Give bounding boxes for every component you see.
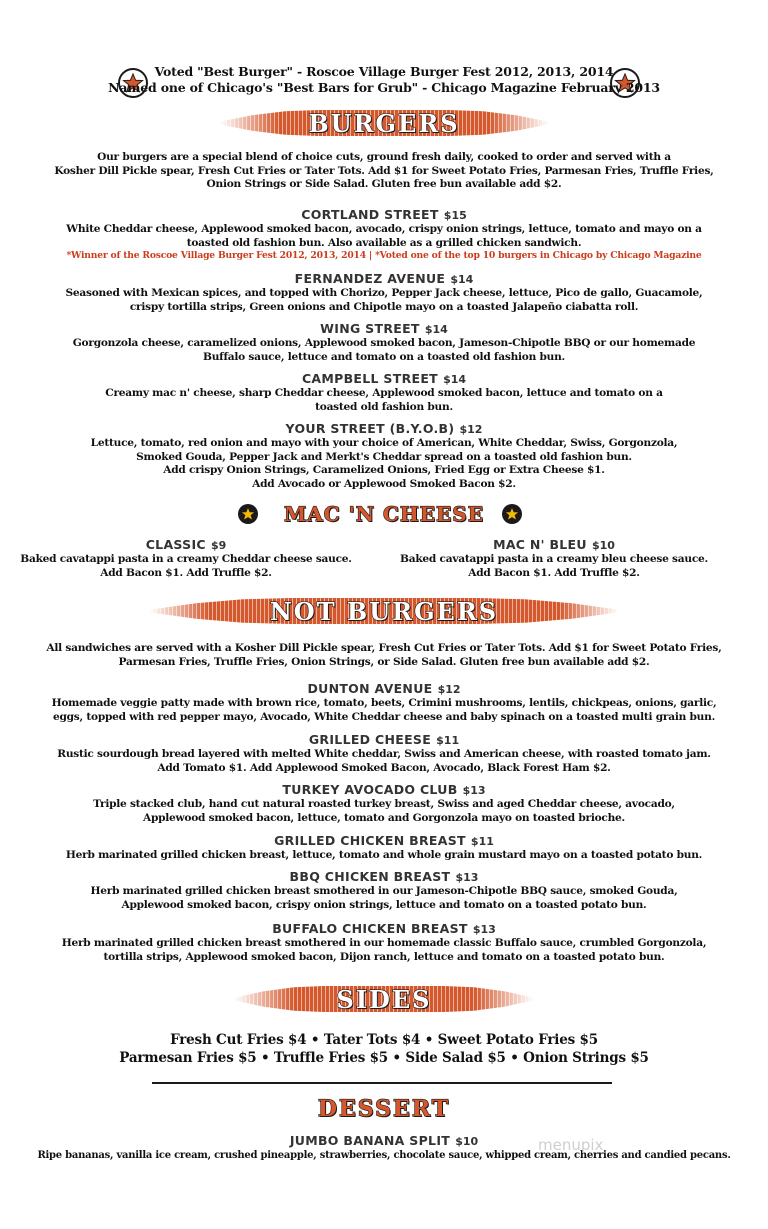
item-name: YOUR STREET (B.Y.O.B) xyxy=(285,421,455,436)
item-name: CORTLAND STREET xyxy=(301,207,439,222)
item-name: MAC N' BLEU xyxy=(493,537,587,552)
awards-intro xyxy=(0,64,768,96)
section-title-sides: SIDES xyxy=(336,984,432,1014)
item-price: $14 xyxy=(443,373,467,386)
item-name: GRILLED CHEESE xyxy=(308,732,432,747)
award-line-1: Voted "Best Burger" - Roscoe Village Burger Fest 2012, 2013, 2014 xyxy=(154,64,614,79)
sides-line-2: Parmesan Fries $5 • Truffle Fries $5 • Side Salad $5 • Onion Strings $5 xyxy=(119,1050,649,1066)
sides-line-1: Fresh Cut Fries $4 • Tater Tots $4 • Sweet Potato Fries $5 xyxy=(170,1032,598,1048)
item-price: $12 xyxy=(437,683,461,696)
item-price: $13 xyxy=(472,923,496,936)
item-name: GRILLED CHICKEN BREAST xyxy=(274,833,466,848)
item-name: JUMBO BANANA SPLIT xyxy=(289,1133,451,1148)
sides-list xyxy=(40,1031,728,1067)
section-banner-mac xyxy=(0,495,768,533)
section-banner-burgers xyxy=(0,104,768,142)
menu-item-classic: CLASSIC $9 Baked cavatappi pasta in a creamy Cheddar cheese sauce. Add Bacon $1. Add Truffle $2. xyxy=(20,537,352,579)
award-line-2: Named one of Chicago's "Best Bars for Grub" - Chicago Magazine February 2013 xyxy=(108,80,660,95)
menu-item-dunton-avenue: DUNTON AVENUE $12 Homemade veggie patty made with brown rice, tomato, beets, Crimini mushrooms, lentils, chickpeas, onions, garlic, eggs, topped with red pepper mayo, Avocado, White Cheddar cheese and baby spinach on a toasted multi grain bun. xyxy=(51,681,717,723)
menu-item-mac-n-bleu: MAC N' BLEU $10 Baked cavatappi pasta in a creamy bleu cheese sauce. Add Bacon $1. Add Truffle $2. xyxy=(400,537,708,579)
item-price: $13 xyxy=(462,784,486,797)
menu-item-campbell-street: CAMPBELL STREET $14 Creamy mac n' cheese, sharp Cheddar cheese, Applewood smoked bacon, lettuce and tomato on a toasted old fashion bun. xyxy=(105,371,663,413)
item-price: $15 xyxy=(443,209,467,222)
section-title-burgers: BURGERS xyxy=(308,108,460,138)
menu-item-jumbo-banana-split: JUMBO BANANA SPLIT $10 Ripe bananas, vanilla ice cream, crushed pineapple, strawberries, chocolate sauce, whipped cream, cherries and candied pecans. xyxy=(37,1133,731,1161)
item-price: $10 xyxy=(591,539,615,552)
section-title-not-burgers: NOT BURGERS xyxy=(269,596,499,626)
item-price: $11 xyxy=(436,734,460,747)
item-price: $10 xyxy=(455,1135,479,1148)
section-title-mac: MAC 'N CHEESE xyxy=(284,502,484,526)
watermark: menupix xyxy=(538,1136,604,1154)
menu-item-grilled-chicken-breast: GRILLED CHICKEN BREAST $11 Herb marinated grilled chicken breast, lettuce, tomato and whole grain mustard mayo on a toasted potato bun. xyxy=(65,833,703,861)
item-name: CLASSIC xyxy=(145,537,206,552)
menu-item-turkey-avocado-club: TURKEY AVOCADO CLUB $13 Triple stacked club, hand cut natural roasted turkey breast, Swiss and aged Cheddar cheese, avocado, Applewood smoked bacon, lettuce, tomato and Gorgonzola mayo on toasted brioche. xyxy=(93,782,675,824)
item-price: $12 xyxy=(459,423,483,436)
item-name: FERNANDEZ AVENUE xyxy=(294,271,446,286)
item-name: BBQ CHICKEN BREAST xyxy=(289,869,451,884)
item-name: WING STREET xyxy=(320,321,420,336)
item-price: $9 xyxy=(210,539,227,552)
item-price: $14 xyxy=(424,323,448,336)
item-name: TURKEY AVOCADO CLUB xyxy=(282,782,458,797)
menu-item-wing-street: WING STREET $14 Gorgonzola cheese, caramelized onions, Applewood smoked bacon, Jameson-Chipotle BBQ or our homemade Buffalo sauce, lettuce and tomato on a toasted old fashion bun. xyxy=(72,321,696,363)
section-banner-sides xyxy=(0,980,768,1018)
not-burgers-description: All sandwiches are served with a Kosher Dill Pickle spear, Fresh Cut Fries or Tater Tots. Add $1 for Sweet Potato Fries, Parmesan Fries, Truffle Fries, Onion Strings, or Side Salad. Gluten free bun available add $2. xyxy=(46,642,722,668)
item-name: DUNTON AVENUE xyxy=(307,681,433,696)
item-price: $14 xyxy=(450,273,474,286)
menu-item-your-street: YOUR STREET (B.Y.O.B) $12 Lettuce, tomato, red onion and mayo with your choice of American, White Cheddar, Swiss, Gorgonzola, Smoked Gouda, Pepper Jack and Merkt's Cheddar spread on a toasted old fashion bun. Add crispy Onion Strings, Caramelized Onions, Fried Egg or Extra Cheese $1. Add Avocado or Applewood Smoked Bacon $2. xyxy=(90,421,678,490)
menu-item-bbq-chicken-breast: BBQ CHICKEN BREAST $13 Herb marinated grilled chicken breast smothered in our Jameson-Chipotle BBQ sauce, smoked Gouda, Applewood smoked bacon, crispy onion strings, lettuce and tomato on a toasted potato bun. xyxy=(90,869,678,911)
divider xyxy=(152,1082,612,1084)
section-title-dessert: DESSERT xyxy=(317,1096,451,1122)
menu-item-grilled-cheese: GRILLED CHEESE $11 Rustic sourdough bread layered with melted White cheddar, Swiss and American cheese, with roasted tomato jam. Add Tomato $1. Add Applewood Smoked Bacon, Avocado, Black Forest Ham $2. xyxy=(57,732,711,774)
item-name: CAMPBELL STREET xyxy=(301,371,438,386)
menu-item-fernandez-avenue: FERNANDEZ AVENUE $14 Seasoned with Mexican spices, and topped with Chorizo, Pepper Jack cheese, lettuce, Pico de gallo, Guacamole, crispy tortilla strips, Green onions and Chipotle mayo on a toasted Jalapeño ciabatta roll. xyxy=(65,271,703,313)
menu-item-buffalo-chicken-breast: BUFFALO CHICKEN BREAST $13 Herb marinated grilled chicken breast smothered in our homemade classic Buffalo sauce, crumbled Gorgonzola, tortilla strips, Applewood smoked bacon, Dijon ranch, lettuce and tomato on a toasted potato bun. xyxy=(61,921,707,963)
item-price: $13 xyxy=(455,871,479,884)
menu-item-cortland-street: CORTLAND STREET $15 White Cheddar cheese, Applewood smoked bacon, avocado, crispy onion strings, lettuce, tomato and mayo on a toasted old fashion bun. Also available as a grilled chicken sandwich. *Winner of the Roscoe Village Burger Fest 2012, 2013, 2014 | *Voted one of the top 10 burgers in Chicago by Chicago Magazine xyxy=(40,204,728,262)
section-banner-dessert xyxy=(0,1090,768,1128)
section-banner-not-burgers xyxy=(0,592,768,630)
burgers-description: Our burgers are a special blend of choice cuts, ground fresh daily, cooked to order and served with a Kosher Dill Pickle spear, Fresh Cut Fries or Tater Tots. Add $1 for Sweet Potato Fries, Parmesan Fries, Truffle Fries, Onion Strings or Side Salad. Gluten free bun available add $2. xyxy=(54,151,714,190)
item-name: BUFFALO CHICKEN BREAST xyxy=(272,921,468,936)
award-note: *Winner of the Roscoe Village Burger Fest 2012, 2013, 2014 | *Voted one of the top 10 burgers in Chicago by Chicago Magazine xyxy=(66,250,702,261)
item-price: $11 xyxy=(470,835,494,848)
